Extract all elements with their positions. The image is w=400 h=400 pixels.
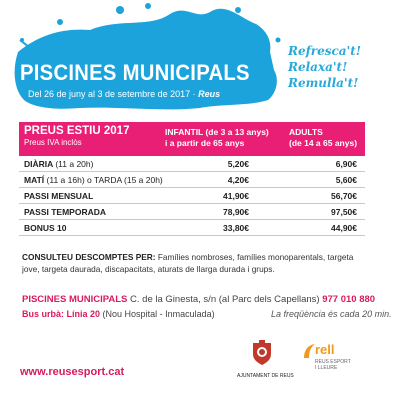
row-label	[24, 191, 93, 201]
rell-tagline	[315, 359, 351, 371]
row-label	[24, 223, 67, 233]
table-row	[19, 156, 365, 172]
venue-phone: 977 010 880	[322, 294, 376, 305]
bus-line	[22, 309, 215, 319]
price-infantil: 33,80€	[223, 223, 249, 233]
row-detail: (11 a 16h) o TARDA (15 a 20h)	[46, 175, 163, 185]
table-row	[19, 188, 365, 204]
header-adults	[289, 127, 357, 149]
row-name: BONUS 10	[24, 223, 67, 233]
price-adults: 44,90€	[331, 223, 357, 233]
price-infantil: 78,90€	[223, 207, 249, 217]
price-table	[19, 122, 365, 236]
row-name: DIÀRIA	[24, 159, 53, 169]
slogan-2: Relaxa't!	[288, 60, 348, 74]
bus-label: Bus urbà: Línia 20	[22, 309, 101, 319]
table-row	[19, 220, 365, 236]
table-row	[19, 204, 365, 220]
coat-of-arms-icon	[250, 340, 274, 366]
slogan-3: Remulla't!	[288, 76, 359, 90]
table-row	[19, 172, 365, 188]
row-name: PASSI TEMPORADA	[24, 207, 107, 217]
bus-frequency: La freqüència és cada 20 min.	[271, 309, 392, 319]
row-label	[24, 175, 163, 185]
price-infantil: 4,20€	[227, 175, 249, 185]
price-infantil: 41,90€	[223, 191, 249, 201]
ajuntament-logo	[237, 340, 294, 379]
header-adults-line2: (de 14 a 65 anys)	[289, 138, 358, 148]
header-infantil-line1: INFANTIL (de 3 a 13 anys)	[165, 127, 269, 137]
table-title-text: PREUS ESTIU 2017	[24, 125, 130, 137]
city-name: Reus	[198, 89, 221, 99]
date-range	[28, 89, 220, 99]
venue-address: C. de la Ginesta, s/n (al Parc dels Capellans)	[130, 294, 320, 305]
venue-name: PISCINES MUNICIPALS	[22, 294, 128, 305]
header-infantil	[165, 127, 269, 149]
contact-line	[22, 294, 375, 305]
price-adults: 6,90€	[335, 159, 357, 169]
bus-detail: (Nou Hospital - Inmaculada)	[102, 309, 215, 319]
header-infantil-line2: i a partir de 65 anys	[165, 138, 245, 148]
slogan-1: Refresca't!	[288, 44, 362, 58]
table-header	[19, 122, 365, 156]
header-adults-line1: ADULTS	[289, 127, 323, 137]
page-title: PISCINES MUNICIPALS	[20, 60, 250, 85]
price-adults: 97,50€	[331, 207, 357, 217]
ajuntament-text: AJUNTAMENT DE REUS	[237, 373, 294, 379]
date-text: Del 26 de juny al 3 de setembre de 2017 ·	[28, 89, 196, 99]
row-label	[24, 159, 93, 169]
discount-text: Famílies nombroses, famílies monoparentals, targeta jove, targeta daurada, discapacitats, aturats de llarga durada i grups.	[22, 252, 354, 274]
price-adults: 56,70€	[331, 191, 357, 201]
row-name: MATÍ	[24, 175, 45, 185]
row-label	[24, 207, 106, 217]
vat-note: Preus IVA inclòs	[24, 138, 82, 147]
rell-line-1: REUS ESPORT	[315, 359, 351, 365]
table-title	[24, 125, 129, 147]
rell-line-2: I LLEURE	[315, 365, 338, 371]
price-adults: 5,60€	[335, 175, 357, 185]
discount-note	[22, 251, 372, 275]
row-detail: (11 a 20h)	[55, 159, 94, 169]
discount-label: CONSULTEU DESCOMPTES PER:	[22, 252, 156, 262]
price-infantil: 5,20€	[227, 159, 249, 169]
row-name: PASSI MENSUAL	[24, 191, 94, 201]
website-link[interactable]: www.reusesport.cat	[20, 366, 125, 378]
rell-word: rell	[315, 342, 335, 357]
